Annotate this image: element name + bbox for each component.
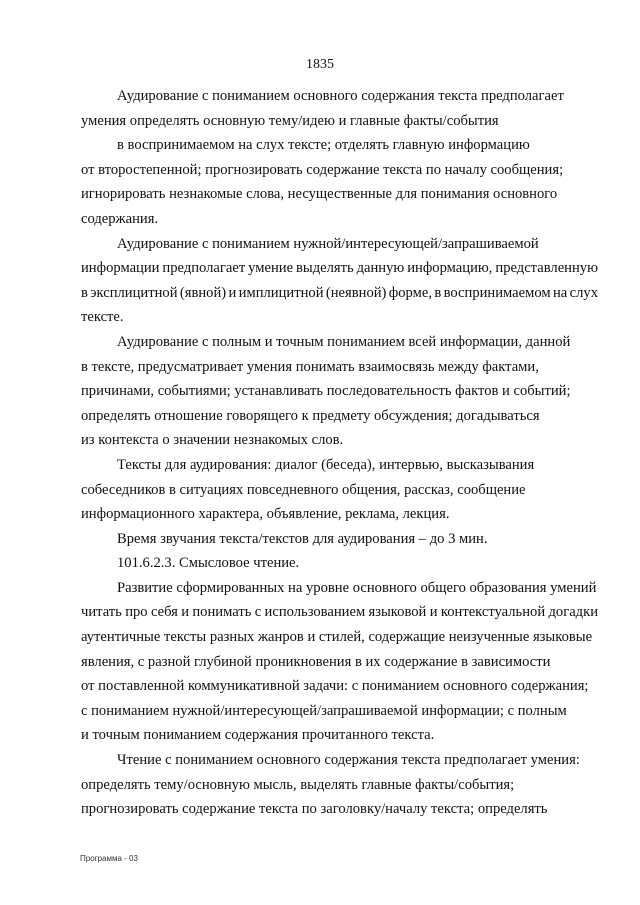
text-line: читать про себя и понимать с использованием языковой и контекстуальной догадки (81, 604, 598, 621)
text-line: умения определять основную тему/идею и главные факты/события (81, 112, 499, 129)
text-line: в тексте, предусматривает умения понимать взаимосвязь между фактами, (81, 358, 539, 375)
text-line: Аудирование с пониманием нужной/интересующей/запрашиваемой (117, 235, 539, 252)
text-line: в воспринимаемом на слух тексте; отделять главную информацию (117, 137, 530, 154)
text-line: собеседников в ситуациях повседневного общения, рассказ, сообщение (81, 481, 526, 498)
text-line: от поставленной коммуникативной задачи: с пониманием основного содержания; (81, 678, 589, 695)
text-line: 101.6.2.3. Смысловое чтение. (117, 555, 300, 572)
text-line: информации предполагает умение выделять данную информацию, представленную (81, 260, 598, 277)
text-line: аутентичные тексты разных жанров и стилей, содержащие неизученные языковые (81, 629, 593, 646)
text-line: Тексты для аудирования: диалог (беседа), интервью, высказывания (117, 456, 535, 473)
text-line: причинами, событиями; устанавливать последовательность фактов и событий; (81, 383, 571, 400)
text-line: в эксплицитной (явной) и имплицитной (неявной) форме, в воспринимаемом на слух (81, 284, 598, 301)
text-line: игнорировать незнакомые слова, несущественные для понимания основного (81, 186, 558, 203)
text-line: от второстепенной; прогнозировать содержание текста по началу сообщения; (81, 161, 564, 178)
text-line: Аудирование с пониманием основного содержания текста предполагает (117, 88, 564, 104)
page-number: 1835 (306, 57, 334, 72)
text-line: Время звучания текста/текстов для аудирования – до 3 мин. (117, 530, 488, 547)
text-line: Чтение с пониманием основного содержания текста предполагает умения: (117, 752, 580, 769)
text-line: прогнозировать содержание текста по заголовку/началу текста; определять (81, 801, 548, 818)
text-line: информационного характера, объявление, реклама, лекция. (81, 506, 450, 523)
text-line: Аудирование с полным и точным пониманием всей информации, данной (117, 333, 571, 350)
text-line: Развитие сформированных на уровне основного общего образования умений (117, 579, 597, 596)
text-line: явления, с разной глубиной проникновения в их содержание в зависимости (81, 653, 551, 670)
text-line: определять тему/основную мысль, выделять главные факты/события; (81, 776, 515, 793)
text-line: и точным пониманием содержания прочитанного текста. (81, 727, 435, 744)
footer-note: Программа - 03 (80, 854, 138, 863)
text-line: тексте. (81, 309, 124, 326)
text-line: содержания. (81, 210, 159, 227)
body-text (81, 84, 598, 822)
text-line: определять отношение говорящего к предмету обсуждения; догадываться (81, 407, 540, 424)
text-line: из контекста о значении незнакомых слов. (81, 432, 344, 449)
text-line: с пониманием нужной/интересующей/запрашиваемой информации; с полным (81, 702, 567, 719)
